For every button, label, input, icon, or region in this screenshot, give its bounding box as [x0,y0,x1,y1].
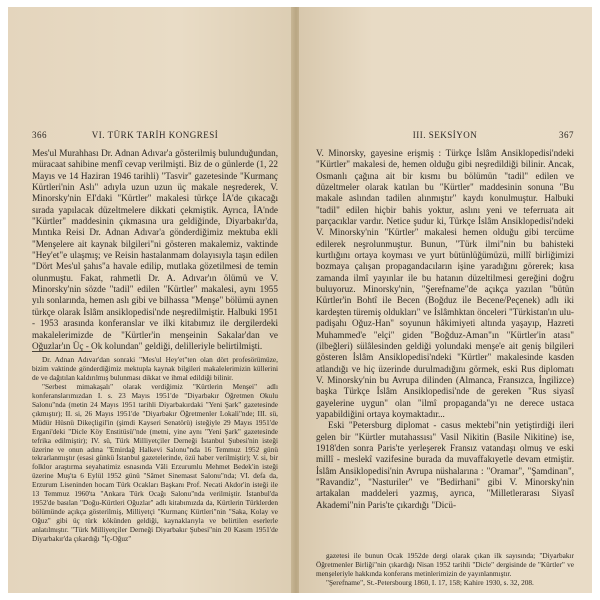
left-footnotes [32,347,278,544]
right-page-header [316,130,574,142]
left-page [8,7,293,593]
right-paragraph: Eski "Petersburg diplomat - casus mektebi"nin yetiştirdiği ileri gelen bir "Kürtler mutahassısı" Vasil Nikitin (Basile Nikitine) ise, 1918'den sonra Paris'te yerleşerek Fransız vatandaşı olmuş ve eski millî - meslekî vazifesine burada da muvaffakıyetle devam etmiştir. İslâm Ansiklopedisi'nin Avrupa nüshalarına : "Oramar", "Şamdinan", "Ravandiz", "Nasturiler" ve "Bedirhani" gibi V. Minorsky'nin artakalan maddeleri yazmış, ayrıca, "Milletlerarası Siyasî Akademi"nin Paris'te çıkardığı "Dicü- [316,420,574,510]
right-page [299,7,592,593]
right-body-text [316,148,574,511]
left-page-header [32,130,278,142]
left-footnote: "Serbest mimakaşalı" olarak verdiğimiz "Kürtlerin Menşei" adlı konferanslarımızdan I. s. 23 Mayıs 1951'de "Diyarbakır Öğretmen Okulu Salonu"nda (metin 24 Mayıs 1951 tarihli Diyarbakırdaki "Yeni Şark" gazetesinde çıkmıştır); II. si, 26 Mayıs 1951'de "Diyarbakır Öğretmenler Lokali"nde; III. sü, Müdür Hüsnü Dikeçligil'in (şimdi Kayseri Senatörü) isteğiyle 29 Mayıs 1951'de Ergani'deki "Dicle Köy Enstitüsü"nde (metni, yine aynı "Yeni Şark" gazetesinde tefrika edilmiştir); IV. sü, Türk Milliyetçiler Derneği İstanbul Şubesi'nin isteği üzerine ve onun adına "Emirdağ Halkevi Salonu"nda 16 Temmuz 1952 günü tekrarlanmıştır (esasi günkü İstanbul gazetelerinde, özü haber verilmiştir); V. si, bir folklor araştırma seyahatimiz esnasında Vâli Erzurumlu Mehmet Bedek'in isteği üzerine Muş'ta 6 Eylül 1952 günü "Sâmet Sinemasıt Salonu"nda; VI. defa da, Erzurum Liseninden hocam Türk Ocakları Başkanı Prof. Necati Akdor'in isteği ile 13 Temmuz 1960'ta "Ankara Türk Ocağı Salonu"nda verilmiştir. İstanbul'da 1952'de basılan "Doğu-Kürtleri Oğuzlar" adlı kitabımızda da, Kürtlerin Türklerden bölümünde açıkça gösterilmiş, Milliyetçi "Kurmanç Kürtleri"nin "Saka, Kolay ve Oğuz" gibi üç türk kökünden geldiği, kaynaklarıyla ve belirtilen eserlerle anlatılmıştır. "Türk Milliyetçiler Derneği Diyarbakır Şubesi"nin 20 Kasım 1951'de Diyarbakır'da çıkardığı "İç-Oğuz" [32,381,278,544]
right-footnotes [316,552,574,588]
left-body-text [32,148,278,352]
right-paragraph: V. Minorsky, gayesine erişmiş : Türkçe İslâm Ansiklopedisi'ndeki "Kürtler" makalesi de, hemen olduğu gibi neşredildiği bilinir. Ancak, Osmanlı çağına ait bir kısmı bu bölümün "tadil" edilen ve düzeltmeler olarak katılan bu "Kürtler" maddesinin sonuna "Bu makale aslından tadilen alınmıştır" kaydı konulmuştur. Halbuki "tadil" edilen hiçbir bahis yoktur, aslını yeni ve teferruata ait parçacıklar vardır. Netice şudur ki, Türkçe İslâm Ansiklopedisi'ndeki V. Minorsky'nin "Kürtler" makalesi hemen olduğu gibi tercüme edilerek neşrolunmuştur. Bunun, "Türk ilmi"nin bu bahisteki kurtlığını ortaya koyması ve yurt bütünlüğümüzü, millî birliğimizi bozmaya çalışan propagandacıların işine yaradığını görerek; kısa zamanda ilmî yayınlar ile bu hatanın düzeltilmesi gereğini doğru buluyoruz. Minorsky'nin, "Şerefname"de açıkça yazılan "bütün Kürtler'in Bohtî ile Becen (Boğduz ile Becene/Peçenek) adlı iki kardeşten türemiş oldukları" ve İslâmhktan önceleri "Türkistan'ın ulu-padişahı Oğuz-Han" soyunun hâkimiyeti altında yaşayıp, Hazreti Muhammed'e "elçi" giden "Boğduz-Aman"ın "Kürtler'in atası" (ilbeğleri) sülâlesinden geldiği yolundaki menşe'e ait geniş bilgileri gösteren İslâm Ansiklopedisi'ndeki "Kürtler" makalesinde kasden atlandığı ve hiç üzerinde durulmadığını görmek, eski Rus diplomatı V. Minorsky'nin bu Avrupa dilinden (Almanca, Fransızca, İngilizce) başka Türkçe İslâm Ansiklopedisi'nde de gereken "Rus siyasî gayelerine uygun" olan "ilmî propaganda"yı ne derece ustaca yapabildiğini ortaya koymaktadır... [316,148,574,419]
left-paragraph: Mes'ul Murahhası Dr. Adnan Adıvar'a gösterilmiş bulunduğundan, müracaat sahibine menfî cevap verilmişti. Biz de o günlerde (1, 22 Mayıs ve 14 Haziran 1946 tarihli) "Tasvir" gazetesinde "Kurmanç Kürtleri'nin Aslı" adıyla uzun uzun üç makale neşrederek, V. Minorsky'nin EI'daki "Kürtler" makalesi türkçe İA'de çıkacağı sırada yapılacak düzeltmelere dikkati çekmiştik. Ayrıca, İA'nde "Kürtler" maddesinin çıkmasına ura geldiğinde, Diyarbakır'da, Mıntıka Reisi Dr. Adnan Adıvar'a gönderdiğimiz mektuba ekli "Menşelere ait kaynak bilgileri"ni gösteren makalemiz, vaktinde "Hey'et"e ulaşmış; ve Reisin hastalanmam dolayısıyla taşın edilen "Dört Mes'ul şahıs"a havale edilip, mutlaka gözetilmesi de temin olunmuştu. Fakat, rahmetli Dr. A. Adıvar'ın ölümü ve V. Minorsky'nin sözde "tadil" edilen "Kürtler" makalesi, aynı 1955 yılı sonlarında, hemen aslı gibi ve bilhassa "Menşe" bölümü aynen türkçe olarak İslâm ansiklopedisi'nde neşredilmiştir. Halbuki 1951 - 1953 arasında konferanslar ve ilki kitabımız ile dergilerdeki makalelerimizde de "Kürtler'in menşeinin Sakalar'dan ve Oğuzlar'ın Üç - Ok kolundan" geldiği, delilleriyle belirtilmişti. [32,148,278,351]
left-footnote: Dr. Adnan Adıvar'dan sonraki "Mes'ul Hey'et"ten olan dört profesörümüze, bizim vaktinde gönderdiğimiz mektupla kaynak bilgileri makalelerimizin küllerini de ve dağıtılan kaldırılmış bulunması dikkat ve ihmal edildiği bilinir. [32,355,278,382]
right-running-head: III. SEKSİYON [412,130,478,140]
footnote-rule [32,351,92,352]
left-page-number: 366 [32,130,47,140]
left-running-head: VI. TÜRK TARİH KONGRESİ [91,130,219,140]
right-footnote: "Şerefname", St.-Petersbourg 1860, I. 17, 158; Kahire 1930, s. 32, 208. [326,577,534,587]
right-footnote: gazetesi ile bunun Ocak 1952de dergi olarak çıkan ilk sayısında; "Diyarbakır Öğretmenler Birliği"nin çıkardığı Nisan 1952 tarihli "Dicle" dergisinde de "Kürtler" ve menşeleriyle hakkında konferans metinlerimizin de yayınlanmıştır. [316,551,574,578]
right-page-number: 367 [559,130,574,140]
